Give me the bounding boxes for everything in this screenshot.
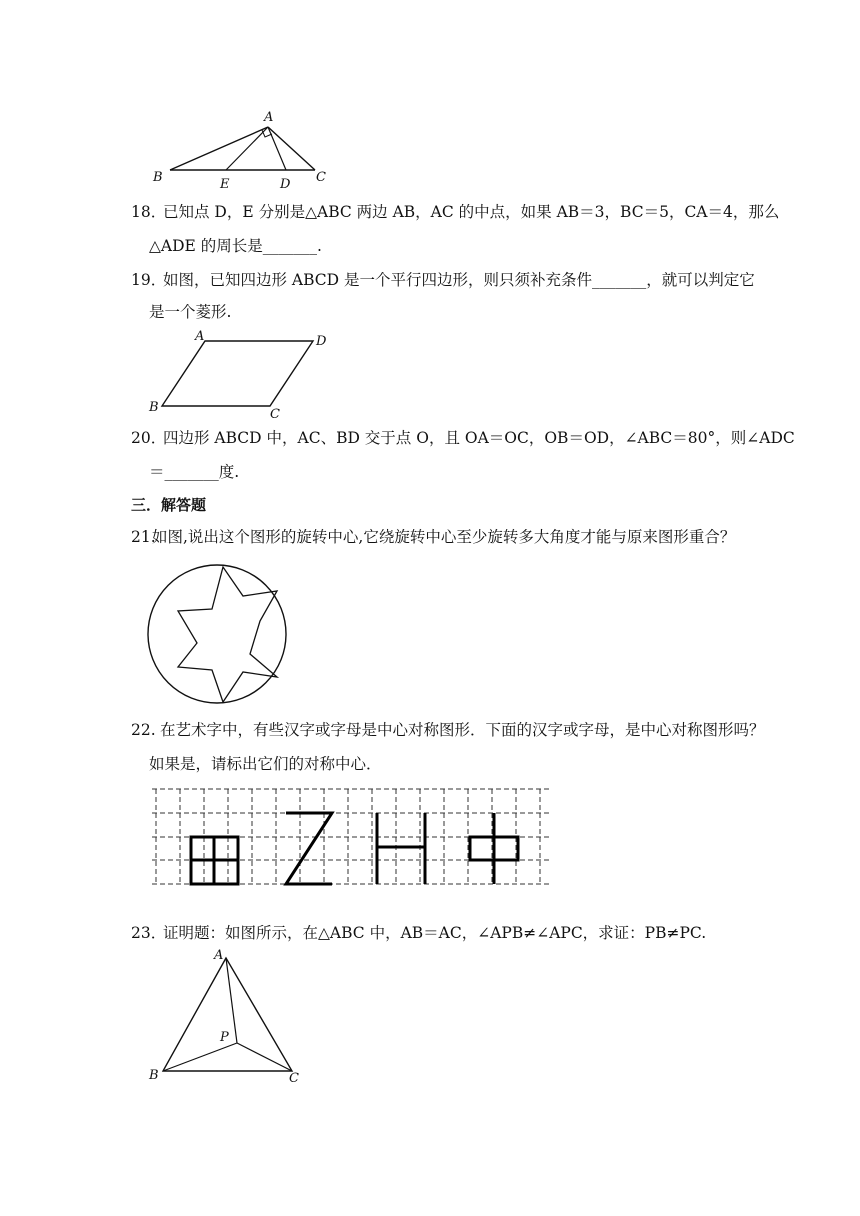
question-text-line1: 已知点 D，E 分别是△ABC 两边 AB，AC 的中点，如果 AB＝3，BC＝5，CA＝4，那么 xyxy=(163,203,780,221)
glyph-h xyxy=(377,813,425,884)
section-heading: 三．解答题 xyxy=(131,496,207,514)
parallelogram-abcd-figure xyxy=(0,325,860,425)
outer-circle xyxy=(148,565,286,703)
question-text-line1: 四边形 ABCD 中，AC、BD 交于点 O，且 OA＝OC，OB＝OD，∠ABC＝80°，则∠ADC xyxy=(163,429,795,447)
label-c: C xyxy=(316,170,326,185)
question-number: 18． xyxy=(131,203,167,221)
question-text-line2: 如果是，请标出它们的对称中心． xyxy=(149,755,382,773)
question-text-line1: 如图,说出这个图形的旋转中心,它绕旋转中心至少旋转多大角度才能与原来图形重合？ xyxy=(152,528,736,546)
question-number: 22. xyxy=(131,721,156,739)
label-d: D xyxy=(280,177,291,192)
glyph-z xyxy=(286,813,332,884)
label-a: A xyxy=(214,948,224,963)
label-e: E xyxy=(220,177,230,192)
label-a: A xyxy=(195,329,205,344)
six-pointed-star xyxy=(178,567,277,702)
question-number: 23． xyxy=(131,924,167,942)
question-text-line2: ＝_______度. xyxy=(149,463,240,481)
triangle-abc-e-d-figure xyxy=(0,0,860,200)
segment-ac xyxy=(268,127,315,170)
glyph-zhong xyxy=(470,813,518,884)
segment-ad xyxy=(268,127,286,170)
glyph-tian xyxy=(191,837,238,884)
label-c: C xyxy=(289,1071,299,1086)
label-b: B xyxy=(153,170,163,185)
label-d: D xyxy=(316,334,327,349)
label-a: A xyxy=(264,110,274,125)
question-number: 21. xyxy=(131,528,156,546)
label-p: P xyxy=(220,1030,229,1045)
segment-ae xyxy=(226,127,268,170)
segment-ab xyxy=(170,127,268,170)
grid-letters-figure xyxy=(0,785,860,895)
question-text-line1: 证明题：如图所示，在△ABC 中，AB＝AC，∠APB≠∠APC，求证：PB≠PC. xyxy=(163,924,707,942)
label-b: B xyxy=(149,1068,159,1083)
triangle-abc-p-figure xyxy=(0,945,860,1085)
label-c: C xyxy=(270,407,280,422)
label-b: B xyxy=(149,400,159,415)
triangle-abc xyxy=(163,958,292,1071)
question-text-line1: 如图，已知四边形 ABCD 是一个平行四边形，则只须补充条件_______，就可以判定它 xyxy=(163,271,755,289)
circle-star-figure xyxy=(0,557,860,717)
question-text-line2: △ADE 的周长是_______. xyxy=(149,237,322,255)
segment-bp xyxy=(163,1043,237,1071)
question-number: 20． xyxy=(131,429,167,447)
question-number: 19． xyxy=(131,271,167,289)
question-text-line1: 在艺术字中，有些汉字或字母是中心对称图形．下面的汉字或字母，是中心对称图形吗？ xyxy=(160,721,765,739)
parallelogram-shape xyxy=(162,341,313,406)
question-text-line2: 是一个菱形. xyxy=(149,303,232,321)
